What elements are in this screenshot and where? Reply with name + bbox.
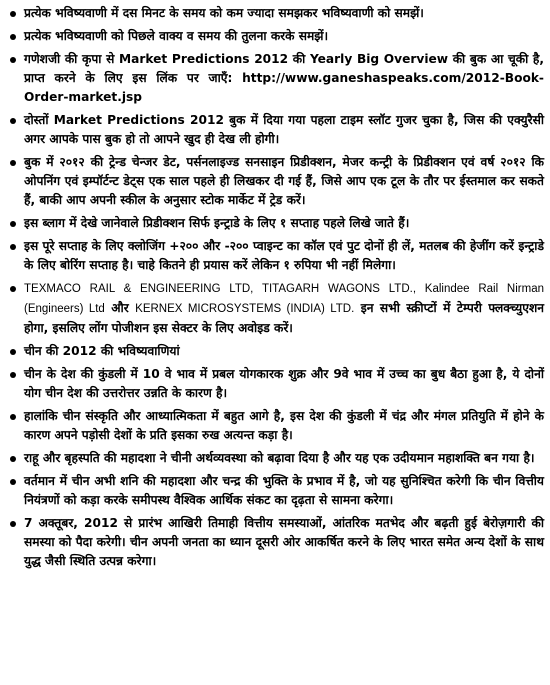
company-name-kernex: KERNEX MICROSYSTEMS (INDIA) LTD.: [135, 303, 355, 315]
list-item: वर्तमान में चीन अभी शनि की महादशा और चन्द्र की भुक्ति के प्रभाव में है, जो यह सुनिश्चित करेगी कि चीन वित्तीय नियंत्रणों को कड़ा करके समीपस्थ वैश्विक आर्थिक संकट का दृढ़ता से सामना करेगा।: [6, 472, 544, 510]
list-item-heading: चीन की 2012 की भविष्यवाणियां: [6, 342, 544, 361]
list-item: बुक में २०१२ की ट्रेन्ड चेन्जर डेट, पर्सनलाइज्ड सनसाइन प्रिडीक्शन, मेजर कन्ट्री के प्रिडीक्शन एवं वर्ष २०१२ कि ओपनिंग एवं इम्पॉर्टन्ट डेट्स एक साल पहले ही लिखकर दी गई हैं, जिसे आप एक टूल के तौर पर ईस्तमाल कर सकते हैं, बाकी आप अपनी स्कील के अनुसार स्टोक मार्केट में ट्रेड करें।: [6, 153, 544, 210]
list-item-companies: [6, 279, 544, 338]
list-item: प्रत्येक भविष्यवाणी में दस मिनट के समय को कम ज्यादा समझकर भविष्यवाणी को समझें।: [6, 4, 544, 23]
companies-note: इन सभी स्क्रीप्टों में टेम्परी फ्लक्च्युएशन होगा, इसलिए लोंग पोजीशन इस सेक्टर के लिए अवोइड करें।: [24, 301, 544, 335]
company-names: TEXMACO RAIL & ENGINEERING LTD, TITAGARH WAGONS LTD., Kalindee Rail Nirman (Engineers) Ltd: [24, 283, 544, 315]
list-item: इस ब्लाग में देखे जानेवाले प्रिडीक्शन सिर्फ इन्ट्राडे के लिए १ सप्ताह पहले लिखे जाते हैं।: [6, 214, 544, 233]
list-item: दोस्तों Market Predictions 2012 बुक में दिया गया पहला टाइम स्लॉट गुजर चुका है, जिस की एक्युरैसी अगर आपके पास बुक हो तो आपने खुद ही देख ली होगी।: [6, 111, 544, 149]
list-item: इस पूरे सप्ताह के लिए क्लोजिंग +२०० और -२०० प्वाइन्ट का कॉल एवं पुट दोनों ही लें, मतलब की हेजींग करें इन्ट्राडे के लिए बोरिंग सप्ताह है। चाहे कितने ही प्रयास करें लेकिन १ रुपिया भी नहीं मिलेगा।: [6, 237, 544, 275]
list-item: 7 अक्तूबर, 2012 से प्रारंभ आखिरी तिमाही वित्तीय समस्याओं, आंतरिक मतभेद और बढ़ती हुई बेरोज़गारी की समस्या को पैदा करेगी। चीन अपनी जनता का ध्यान दूसरी ओर आकर्षित करने के लिए भारत समेत अन्य देशों के साथ युद्ध जैसी स्थिति उत्पन्न करेगा।: [6, 514, 544, 571]
list-item: चीन के देश की कुंडली में 10 वे भाव में प्रबल योगकारक शुक्र और 9वे भाव में उच्च का बुध बैठा हुआ है, ये दोनों योग चीन देश की उत्तरोत्तर उन्नति के कारण है।: [6, 365, 544, 403]
list-item: राहू और बृहस्पति की महादशा ने चीनी अर्थव्यवस्था को बढ़ावा दिया है और यह एक उदीयमान महाशक्ति बन गया है।: [6, 449, 544, 468]
list-item: प्रत्येक भविष्यवाणी को पिछले वाक्य व समय की तुलना करके समझें।: [6, 27, 544, 46]
joiner-text: और: [111, 301, 129, 315]
prediction-list: [6, 4, 544, 571]
list-item: गणेशजी की कृपा से Market Predictions 2012 की Yearly Big Overview की बुक आ चूकी है, प्राप्त करने के लिए इस लिंक पर जाएँ: http://www.ganeshaspeaks.com/2012-Book-Order-market.jsp: [6, 50, 544, 107]
list-item: हालांकि चीन संस्कृति और आध्यात्मिकता में बहुत आगे है, इस देश की कुंडली में चंद्र और मंगल प्रतियुति में होने के कारण अपने पड़ोसी देशों के प्रति इसका रुख अत्यन्त कड़ा है।: [6, 407, 544, 445]
